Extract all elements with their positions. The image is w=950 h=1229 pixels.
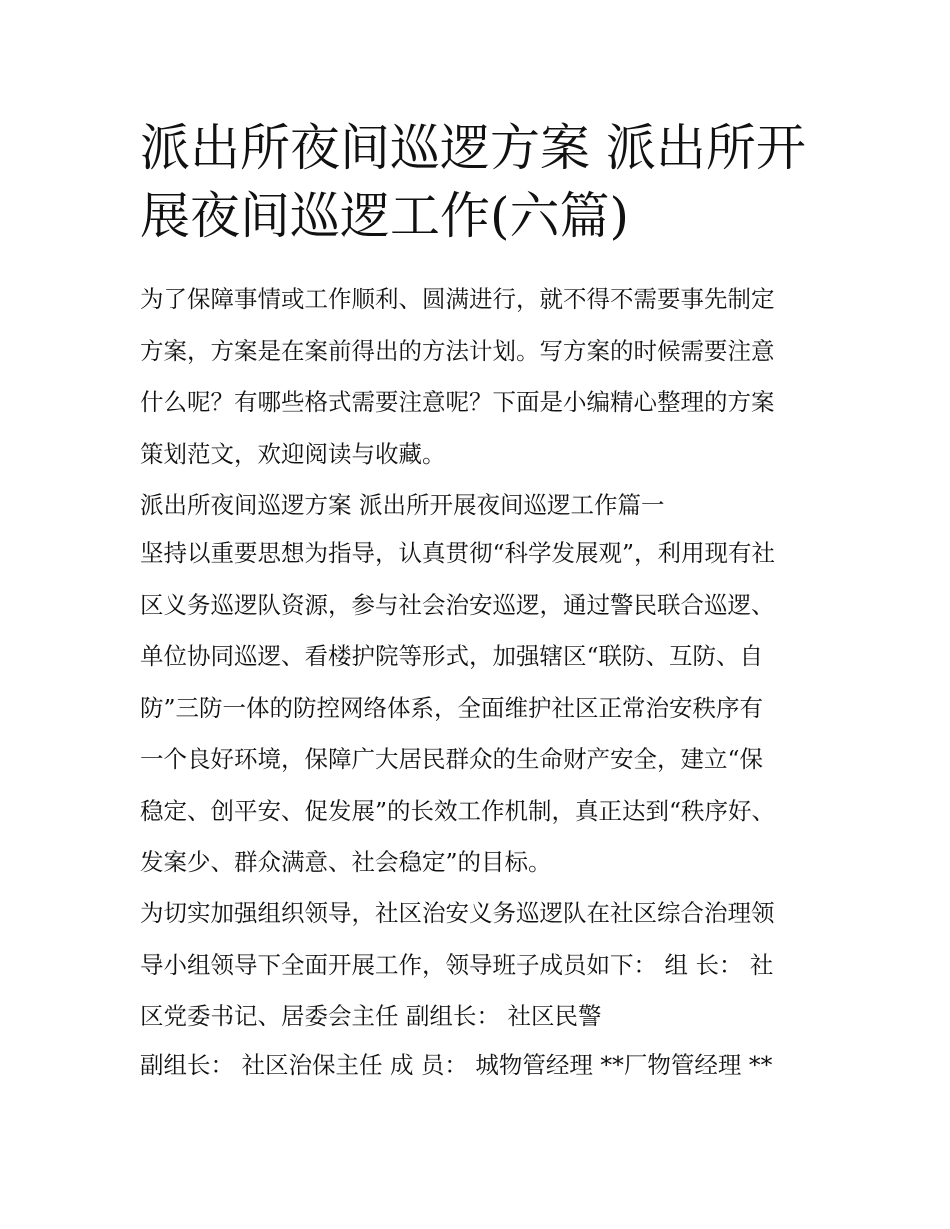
intro-paragraph: 为了保障事情或工作顺利、圆满进行，就不得不需要事先制定 方案，方案是在案前得出的方法计划。写方案的时候需要注意 什么呢？有哪些格式需要注意呢？下面是小编精心整理的方案 策划范文，欢迎阅读与收藏。 xyxy=(140,285,775,468)
body-paragraph-organization: 为切实加强组织领导，社区治安义务巡逻队在社区综合治理领 导小组领导下全面开展工作，领导班子成员如下： 组 长： 社 区党委书记、居委会主任 副组长： 社区民警 xyxy=(140,899,775,1030)
body-paragraph-goals: 坚持以重要思想为指导，认真贯彻“科学发展观”，利用现有社 区义务巡逻队资源，参与社会治安巡逻，通过警民联合巡逻、 单位协同巡逻、看楼护院等形式，加强辖区“联防、互防、自 防”三防一体的防控网络体系，全面维护社区正常治安秩序有 一个良好环境，保障广大居民群众的生命财产安全，建立“保 稳定、创平安、促发展”的长效工作机制，真正达到“秩序好、 发案少、群众满意、社会稳定”的目标。 xyxy=(140,539,776,876)
section-heading: 派出所夜间巡逻方案 派出所开展夜间巡逻工作篇一 xyxy=(140,491,665,519)
body-paragraph-members: 副组长： 社区治保主任 成 员： 城物管经理 **厂物管经理 ** xyxy=(140,1051,773,1079)
document-title: 派出所夜间巡逻方案 派出所开 展夜间巡逻工作(六篇) xyxy=(140,119,806,245)
